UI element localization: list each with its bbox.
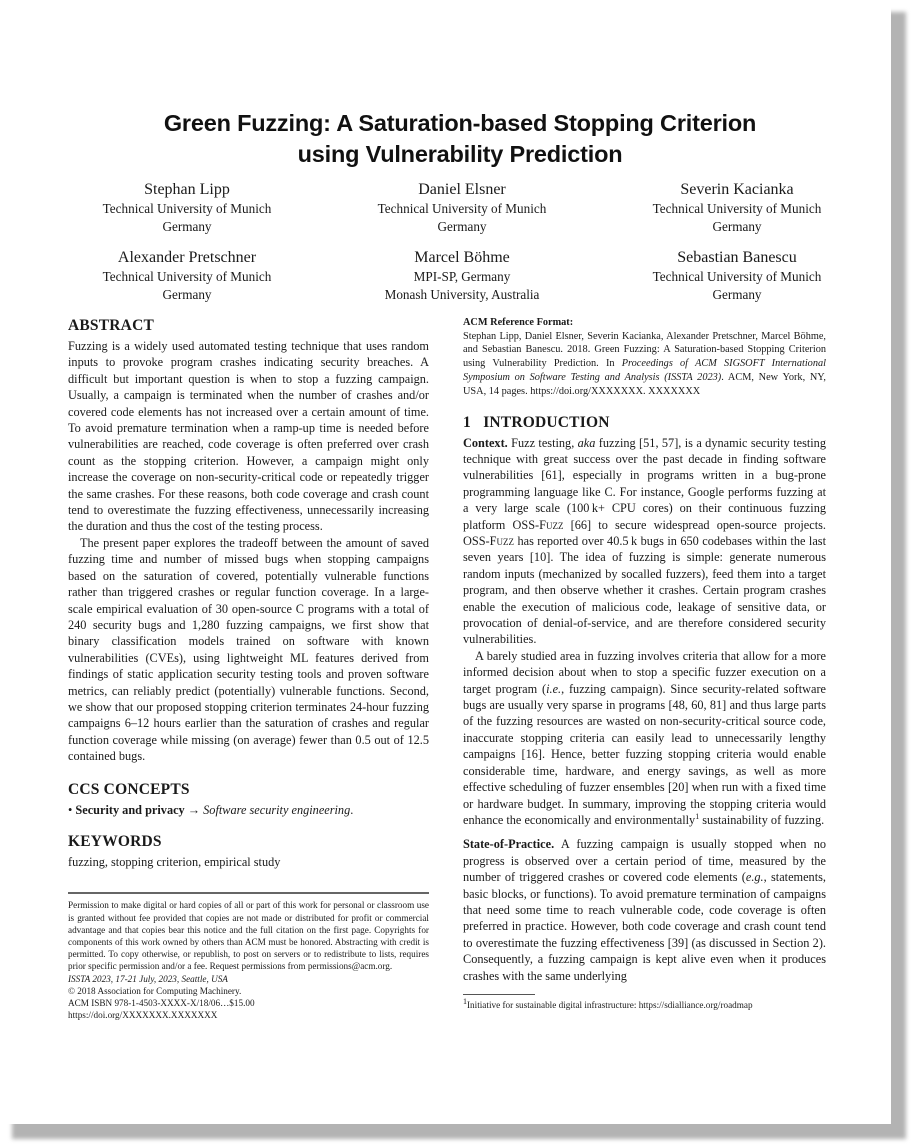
intro-state-of-practice-paragraph (463, 836, 826, 984)
footnote-text[interactable]: Initiative for sustainable digital infrastructure: https://sdialliance.org/roadmap (467, 1000, 753, 1011)
reference-text-end: . ACM, New York, NY, USA, 14 pages. https://doi.org/XXXXXXX. XXXXXXX (463, 371, 826, 397)
abstract-heading: ABSTRACT (68, 317, 155, 334)
text: has reported over 40.5 k bugs in 650 codebases within the last seven years [10]. The idea of fuzzing is simple: generate numerous random inputs (mechanized by socalled fuzzers), feed them into a target program, and then observe whether it crashes. Certain program crashes enable the execution of malicious code, leakage of sensitive data, or provocation of denial-of-service, and are therefore considered security vulnerabilities. (463, 534, 826, 647)
author-affiliation: Technical University of Munich (102, 269, 272, 284)
keywords-text: fuzzing, stopping criterion, empirical study (68, 854, 281, 869)
reference-format-text (463, 330, 826, 399)
title-line-1: Green Fuzzing: A Saturation-based Stopping Criterion (163, 110, 757, 136)
bullet: • (68, 802, 76, 817)
author-country: Germany (162, 219, 212, 234)
italic-text: e.g. (745, 870, 764, 885)
footnote-number: 1 (463, 997, 467, 1007)
author-name: Severin Kacianka (680, 181, 794, 198)
intro-context-paragraph (463, 435, 826, 648)
section-number: 1 (463, 413, 471, 431)
keywords-heading: KEYWORDS (68, 832, 162, 850)
right-column (463, 316, 826, 1011)
author (62, 180, 312, 236)
run-in-heading: Context. (463, 435, 508, 450)
author-country: Germany (437, 219, 487, 234)
ccs-concept-main: Security and privacy (75, 802, 185, 817)
introduction-heading (463, 413, 826, 433)
text: Fuzz testing, (507, 435, 578, 450)
author-country: Germany (162, 287, 212, 302)
author-name: Daniel Elsner (418, 181, 506, 198)
italic-text: aka (577, 435, 596, 450)
italic-text: i.e. (546, 681, 562, 696)
author-name: Alexander Pretschner (117, 249, 257, 266)
footnote (463, 999, 826, 1011)
ccs-concept (68, 802, 429, 818)
footnote-rule (463, 994, 535, 996)
ccs-concept-sub: Software security engineering (203, 802, 351, 817)
left-column (68, 316, 429, 1021)
author (612, 248, 862, 304)
small-caps-text: Fuzz (489, 534, 514, 549)
text: A fuzzing campaign is usually stopped when no progress is observed over a certain period of time, measured by the number of triggered crashes or covered code elements ( (463, 837, 826, 885)
author-affiliation: Technical University of Munich (102, 201, 272, 216)
doi-link[interactable]: https://doi.org/XXXXXXX.XXXXXXX (68, 1010, 218, 1021)
author-row-2 (62, 248, 862, 304)
paper-title (60, 108, 860, 170)
run-in-heading: State-of-Practice. (463, 837, 555, 852)
author (62, 248, 312, 304)
author-block (62, 180, 862, 316)
reference-format-heading: ACM Reference Format: (463, 317, 574, 328)
author (337, 180, 587, 236)
abstract-paragraph-1: Fuzzing is a widely used automated testing technique that uses random inputs to provoke program crashes indicating security breaches. A difficult but important question is when to stop a fuzzing campaign. Usually, a campaign is terminated when the number of crashes and/or covered code elements has not increased over a certain amount of time. To avoid premature termination when a ramp-up time is needed before vulnerabilities are reached, code coverage is often preferred over crash count as the stopping criterion. However, a campaign might only increase the coverage on non-security-critical code or repeatedly trigger the same crashes. For these reasons, both code coverage and crash count tend to overestimate the fuzzing effectiveness, unnecessarily increasing the duration and thus the cost of the testing process. (68, 339, 429, 534)
reference-venue: Proceedings of ACM SIGSOFT International Symposium on Software Testing and Analysis (ISSTA 2023) (463, 358, 826, 383)
isbn-line: ACM ISBN 978-1-4503-XXXX-X/18/06…$15.00 (68, 998, 255, 1008)
author-row-1 (62, 180, 862, 236)
abstract-paragraph-2: The present paper explores the tradeoff between the amount of saved fuzzing time and number of missed bugs when stopping campaigns based on the saturation of covered, potentially vulnerable functions rather than triggered crashes or regular function coverage. In a large-scale empirical evaluation of 30 open-source C programs with a total of 240 security bugs and 1,280 fuzzing campaigns, we first show that binary classification models trained on software with known vulnerabilities (CVEs), using lightweight ML features derived from findings of static application security testing tools and proven software metrics, can reliably predict (potentially) vulnerable functions. Second, we show that our proposed stopping criterion terminates 24-hour fuzzing campaigns 6–12 hours earlier than the saturation of crashes and regular function coverage while missing (on average) fewer than 0.5 out of 12.5 contained bugs. (68, 535, 429, 764)
footnote-marker[interactable]: 1 (695, 811, 700, 821)
author (337, 248, 587, 304)
author-name: Marcel Böhme (414, 249, 510, 266)
intro-paragraph-2 (463, 648, 826, 828)
text: sustainability of fuzzing. (699, 812, 825, 827)
title-line-2: using Vulnerability Prediction (297, 141, 623, 167)
author-name: Stephan Lipp (144, 181, 230, 198)
text: fuzzing [51, 57], is a dynamic security testing technique with great success over the past decade in finding software vulnerabilities [61], especially in programs written in a bug-prone programming language like C. For instance, Google performs fuzzing at a very large scale (100 k+ CPU cores) on their continuous fuzzing platform OSS- (463, 435, 826, 532)
author-country: Germany (712, 219, 762, 234)
copyright-line: © 2018 Association for Computing Machinery. (68, 985, 242, 996)
author-affiliation-2: Monash University, Australia (384, 287, 540, 302)
text: A barely studied area in fuzzing involves criteria that allow for a more informed decision about when to stop a specific fuzzer execution on a target program ( (463, 648, 826, 696)
section-title: INTRODUCTION (483, 413, 610, 431)
ccs-heading: CCS CONCEPTS (68, 780, 190, 798)
author-name: Sebastian Banescu (677, 249, 797, 266)
author-country: Germany (712, 287, 762, 302)
small-caps-text: Fuzz (539, 517, 564, 532)
author (612, 180, 862, 236)
permission-rule (68, 892, 429, 894)
period: . (350, 802, 354, 817)
arrow-right-icon: → (184, 802, 204, 817)
reference-text: Stephan Lipp, Daniel Elsner, Severin Kacianka, Alexander Pretschner, Marcel Böhme, and Sebastian Banescu. 2018. Green Fuzzing: A Saturation-based Stopping Criterion using Vulnerability Prediction. In (463, 330, 826, 370)
text: , fuzzing campaign). Since security-related software bugs are usually very sparse in programs [48, 60, 81] and thus large parts of the fuzzing resources are wasted on non-security-critical source code, inaccurate stopping criteria can easily lead to unnecessarily lengthy campaigns [16]. Hence, better fuzzing stopping criteria would enable considerable time, hardware, and energy savings, as well as more effective scheduling of fuzzer ensembles [20] when run with a fixed time or hardware budget. In summary, improving the stopping criteria would enhance the economically and environmentally (463, 681, 827, 827)
author-affiliation: Technical University of Munich (652, 201, 822, 216)
permission-notice: Permission to make digital or hard copies of all or part of this work for personal or classroom use is granted without fee provided that copies are not made or distributed for profit or commercial advantage and that copies bear this notice and the full citation on the first page. Copyrights for components of this work owned by others than ACM must be honored. Abstracting with credit is permitted. To copy otherwise, or republish, to post on servers or to redistribute to lists, requires prior specific permission and/or a fee. Request permissions from permissions@acm.org. (68, 900, 429, 972)
venue-line: ISSTA 2023, 17-21 July, 2023, Seattle, USA (68, 973, 228, 984)
author-affiliation: Technical University of Munich (652, 269, 822, 284)
text: , statements, basic blocks, or functions). To avoid premature termination of campaigns that need some time to reach vulnerable code, code coverage is often preferred in practice. However, both code coverage and crash count tend to overestimate the fuzzing effectiveness [39] (as discussed in Section 2). Consequently, a fuzzing campaign is kept alive even when it produces crashes with the same underlying (463, 870, 826, 983)
author-affiliation: MPI-SP, Germany (413, 269, 511, 284)
text: [66] to secure widespread open-source projects. OSS- (463, 517, 826, 549)
author-affiliation: Technical University of Munich (377, 201, 547, 216)
